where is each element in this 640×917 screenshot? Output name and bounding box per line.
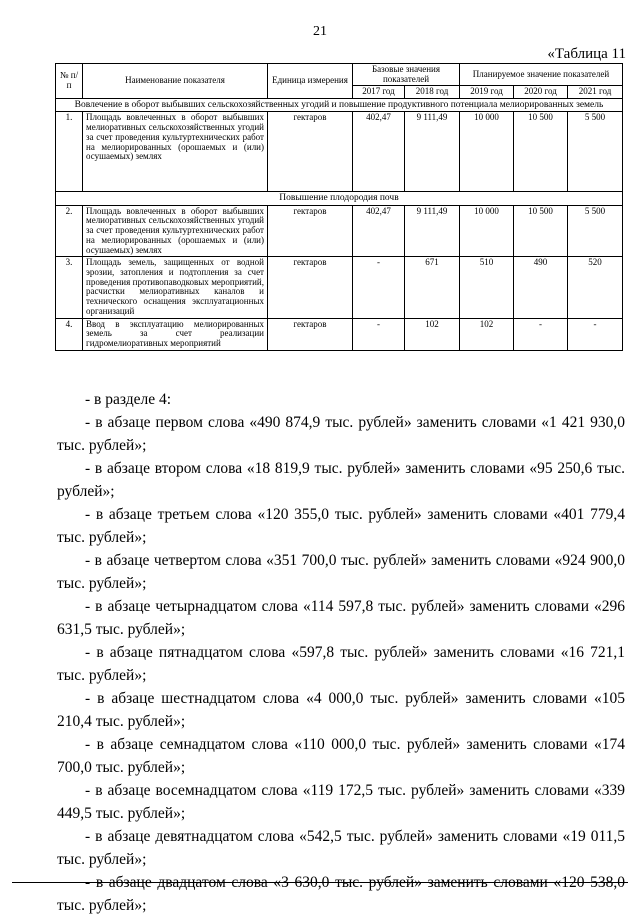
row-value: 102 [405,318,460,350]
row-unit: гектаров [268,257,353,318]
row-name: Ввод в эксплуатацию мелиорированных земель за счет реализации гидромелиоративных мероприятий [83,318,268,350]
amendments-text [57,388,625,917]
section-title: Повышение плодородия почв [56,192,623,205]
row-value: 490 [514,257,568,318]
header-name: Наименование показателя [83,64,268,99]
row-value: 10 000 [460,205,514,257]
row-name: Площадь вовлеченных в оборот выбывших мелиоративных сельскохозяйственных угодий за счет проведения культуртехнических работ на мелиорированных (орошаемых и (или) осушаемых) землях [83,205,268,257]
amendment-item: - в абзаце девятнадцатом слова «542,5 тыс. рублей» заменить словами «19 011,5 тыс. рублей»; [57,828,625,868]
row-unit: гектаров [268,205,353,257]
header-year: 2018 год [405,86,460,99]
row-value: 510 [460,257,514,318]
amendment-item: - в абзаце двадцатом слова «3 630,0 тыс. рублей» заменить словами «120 538,0 тыс. рублей»; [57,874,625,914]
row-unit: гектаров [268,112,353,192]
row-name: Площадь земель, защищенных от водной эрозии, затопления и подтопления за счет проведения противопаводковых мероприятий, расчистки мелиоративных каналов и технического оснащения эксплуатационных организаций [83,257,268,318]
section-row [56,99,623,112]
row-value: 671 [405,257,460,318]
row-unit: гектаров [268,318,353,350]
row-value: 9 111,49 [405,205,460,257]
row-name: Площадь вовлеченных в оборот выбывших мелиоративных сельскохозяйственных угодий за счет проведения культуртехнических работ на мелиорированных (орошаемых и (или) осушаемых) землях [83,112,268,192]
amendment-item: - в абзаце третьем слова «120 355,0 тыс. рублей» заменить словами «401 779,4 тыс. рублей»; [57,506,625,546]
table-row [56,257,623,318]
amendment-item: - в абзаце четвертом слова «351 700,0 тыс. рублей» заменить словами «924 900,0 тыс. рублей»; [57,552,625,592]
section-title: Вовлечение в оборот выбывших сельскохозяйственных угодий и повышение продуктивного потенциала мелиорированных земель [56,99,623,112]
header-planned: Планируемое значение показателей [460,64,623,86]
row-num: 4. [56,318,83,350]
header-unit: Единица измерения [268,64,353,99]
header-year: 2017 год [353,86,405,99]
amendment-item: - в абзаце втором слова «18 819,9 тыс. рублей» заменить словами «95 250,6 тыс. рублей»; [57,460,625,500]
header-year: 2019 год [460,86,514,99]
row-num: 1. [56,112,83,192]
row-value: 5 500 [568,205,623,257]
row-value: - [514,318,568,350]
amendment-item: - в абзаце пятнадцатом слова «597,8 тыс. рублей» заменить словами «16 721,1 тыс. рублей»; [57,644,625,684]
row-value: 10 000 [460,112,514,192]
page-number: 21 [313,24,327,39]
header-year: 2021 год [568,86,623,99]
table-label: «Таблица 11 [547,46,626,62]
row-value: - [353,318,405,350]
indicators-table [55,63,623,351]
header-base: Базовые значения показателей [353,64,460,86]
row-value: 102 [460,318,514,350]
table-row [56,112,623,192]
row-value: - [353,257,405,318]
row-value: 402,47 [353,112,405,192]
amendment-item: - в абзаце шестнадцатом слова «4 000,0 тыс. рублей» заменить словами «105 210,4 тыс. рублей»; [57,690,625,730]
row-value: 520 [568,257,623,318]
row-value: 5 500 [568,112,623,192]
row-num: 3. [56,257,83,318]
amendment-item: - в абзаце восемнадцатом слова «119 172,5 тыс. рублей» заменить словами «339 449,5 тыс. рублей»; [57,782,625,822]
section-row [56,192,623,205]
row-value: 9 111,49 [405,112,460,192]
table-row [56,205,623,257]
row-value: 10 500 [514,112,568,192]
section-intro: - в разделе 4: [85,391,172,408]
amendment-item: - в абзаце первом слова «490 874,9 тыс. рублей» заменить словами «1 421 930,0 тыс. рублей»; [57,414,625,454]
row-value: 10 500 [514,205,568,257]
row-num: 2. [56,205,83,257]
header-num: № п/п [56,64,83,99]
bottom-divider [12,882,628,883]
row-value: 402,47 [353,205,405,257]
amendment-item: - в абзаце четырнадцатом слова «114 597,8 тыс. рублей» заменить словами «296 631,5 тыс. рублей»; [57,598,625,638]
amendment-item: - в абзаце семнадцатом слова «110 000,0 тыс. рублей» заменить словами «174 700,0 тыс. рублей»; [57,736,625,776]
header-year: 2020 год [514,86,568,99]
row-value: - [568,318,623,350]
table-row [56,318,623,350]
